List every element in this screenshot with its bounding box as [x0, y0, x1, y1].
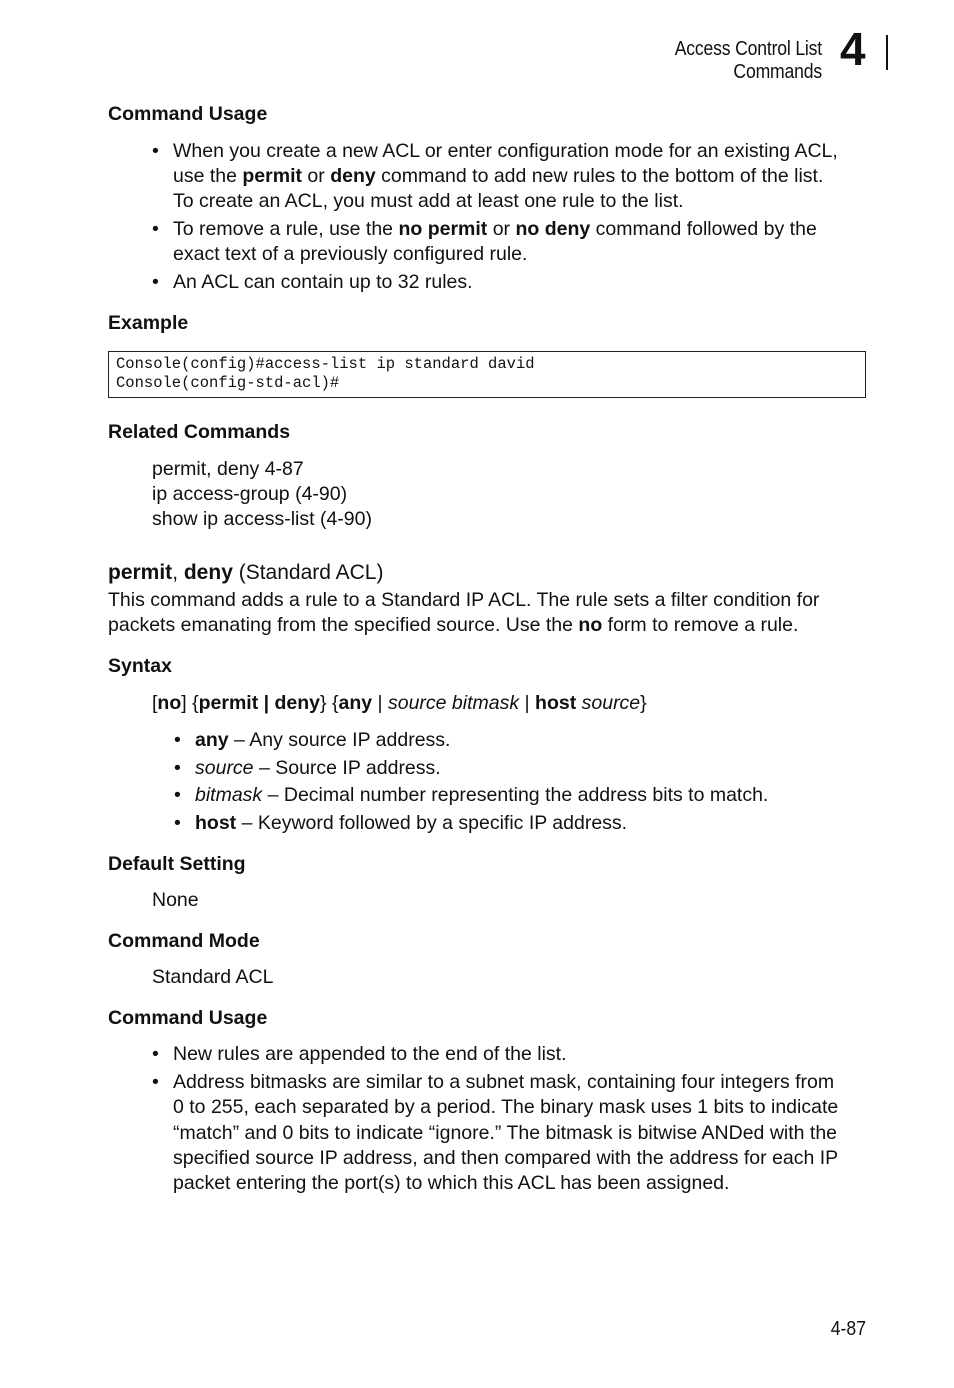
usage-bullet-1-line-2: use the permit or deny command to add new rules to the bottom of the list. [173, 165, 824, 187]
chapter-number: 4 [840, 23, 866, 75]
bullet-marker: • [174, 784, 181, 806]
page-number: 4-87 [830, 1318, 866, 1340]
code-line-1: Console(config)#access-list ip standard david [116, 355, 535, 373]
command-mode-heading: Command Mode [108, 930, 260, 952]
command-description-line-1: This command adds a rule to a Standard IP ACL. The rule sets a filter condition for [108, 589, 820, 611]
code-line-2: Console(config-std-acl)# [116, 374, 340, 392]
bullet-marker: • [152, 271, 159, 293]
related-command-item: show ip access-list (4-90) [152, 508, 372, 530]
param-host: host – Keyword followed by a specific IP address. [195, 812, 628, 834]
default-setting-heading: Default Setting [108, 853, 246, 875]
command-usage-heading: Command Usage [108, 103, 268, 125]
keyword-no-deny: no deny [515, 218, 591, 240]
param-bitmask: bitmask – Decimal number representing the address bits to match. [195, 784, 769, 806]
bullet-marker: • [152, 1043, 159, 1065]
running-header-title: Access Control List Commands [674, 38, 822, 83]
bullet-marker: • [152, 218, 159, 240]
keyword-deny: deny [330, 165, 376, 187]
usage-bullet-1-line-3: To create an ACL, you must add at least one rule to the list. [173, 190, 684, 212]
bullet-marker: • [174, 812, 181, 834]
command-mode-value: Standard ACL [152, 966, 274, 988]
related-commands-heading: Related Commands [108, 421, 291, 443]
syntax-heading: Syntax [108, 655, 172, 677]
usage2-bullet-2-line-2: 0 to 255, each separated by a period. The binary mask uses 1 bits to indicate [173, 1096, 839, 1118]
param-any: any – Any source IP address. [195, 729, 451, 751]
usage-bullet-1-line-1: When you create a new ACL or enter configuration mode for an existing ACL, [173, 140, 838, 162]
keyword-no-permit: no permit [398, 218, 488, 240]
usage-bullet-2-line-2: exact text of a previously configured rule. [173, 243, 528, 265]
param-source: source – Source IP address. [195, 757, 441, 779]
related-command-item: permit, deny 4-87 [152, 458, 304, 480]
bullet-marker: • [152, 140, 159, 162]
bullet-marker: • [174, 729, 181, 751]
bullet-marker: • [152, 1071, 159, 1093]
usage-bullet-2-line-1: To remove a rule, use the no permit or no deny command followed by the [173, 218, 817, 240]
usage2-bullet-2-line-5: packet entering the port(s) to which this ACL has been assigned. [173, 1172, 730, 1194]
command-description-line-2: packets emanating from the specified source. Use the no form to remove a rule. [108, 614, 799, 636]
usage2-bullet-2-line-4: specified source IP address, and then compared with the address for each IP [173, 1147, 839, 1169]
usage2-bullet-2-line-1: Address bitmasks are similar to a subnet mask, containing four integers from [173, 1071, 835, 1093]
usage2-bullet-2-line-3: “match” and 0 bits to indicate “ignore.” The bitmask is bitwise ANDed with the [173, 1122, 838, 1144]
usage-bullet-3: An ACL can contain up to 32 rules. [173, 271, 473, 293]
keyword-permit: permit [242, 165, 302, 187]
command-title: permit, deny (Standard ACL) [108, 561, 384, 584]
chapter-tab-divider [886, 35, 888, 70]
syntax-line: [no] {permit | deny} {any | source bitmask | host source} [152, 692, 647, 714]
command-usage-heading-2: Command Usage [108, 1007, 268, 1029]
default-setting-value: None [152, 889, 199, 911]
related-command-item: ip access-group (4-90) [152, 483, 348, 505]
usage2-bullet-1: New rules are appended to the end of the list. [173, 1043, 567, 1065]
example-heading: Example [108, 312, 189, 334]
bullet-marker: • [174, 757, 181, 779]
